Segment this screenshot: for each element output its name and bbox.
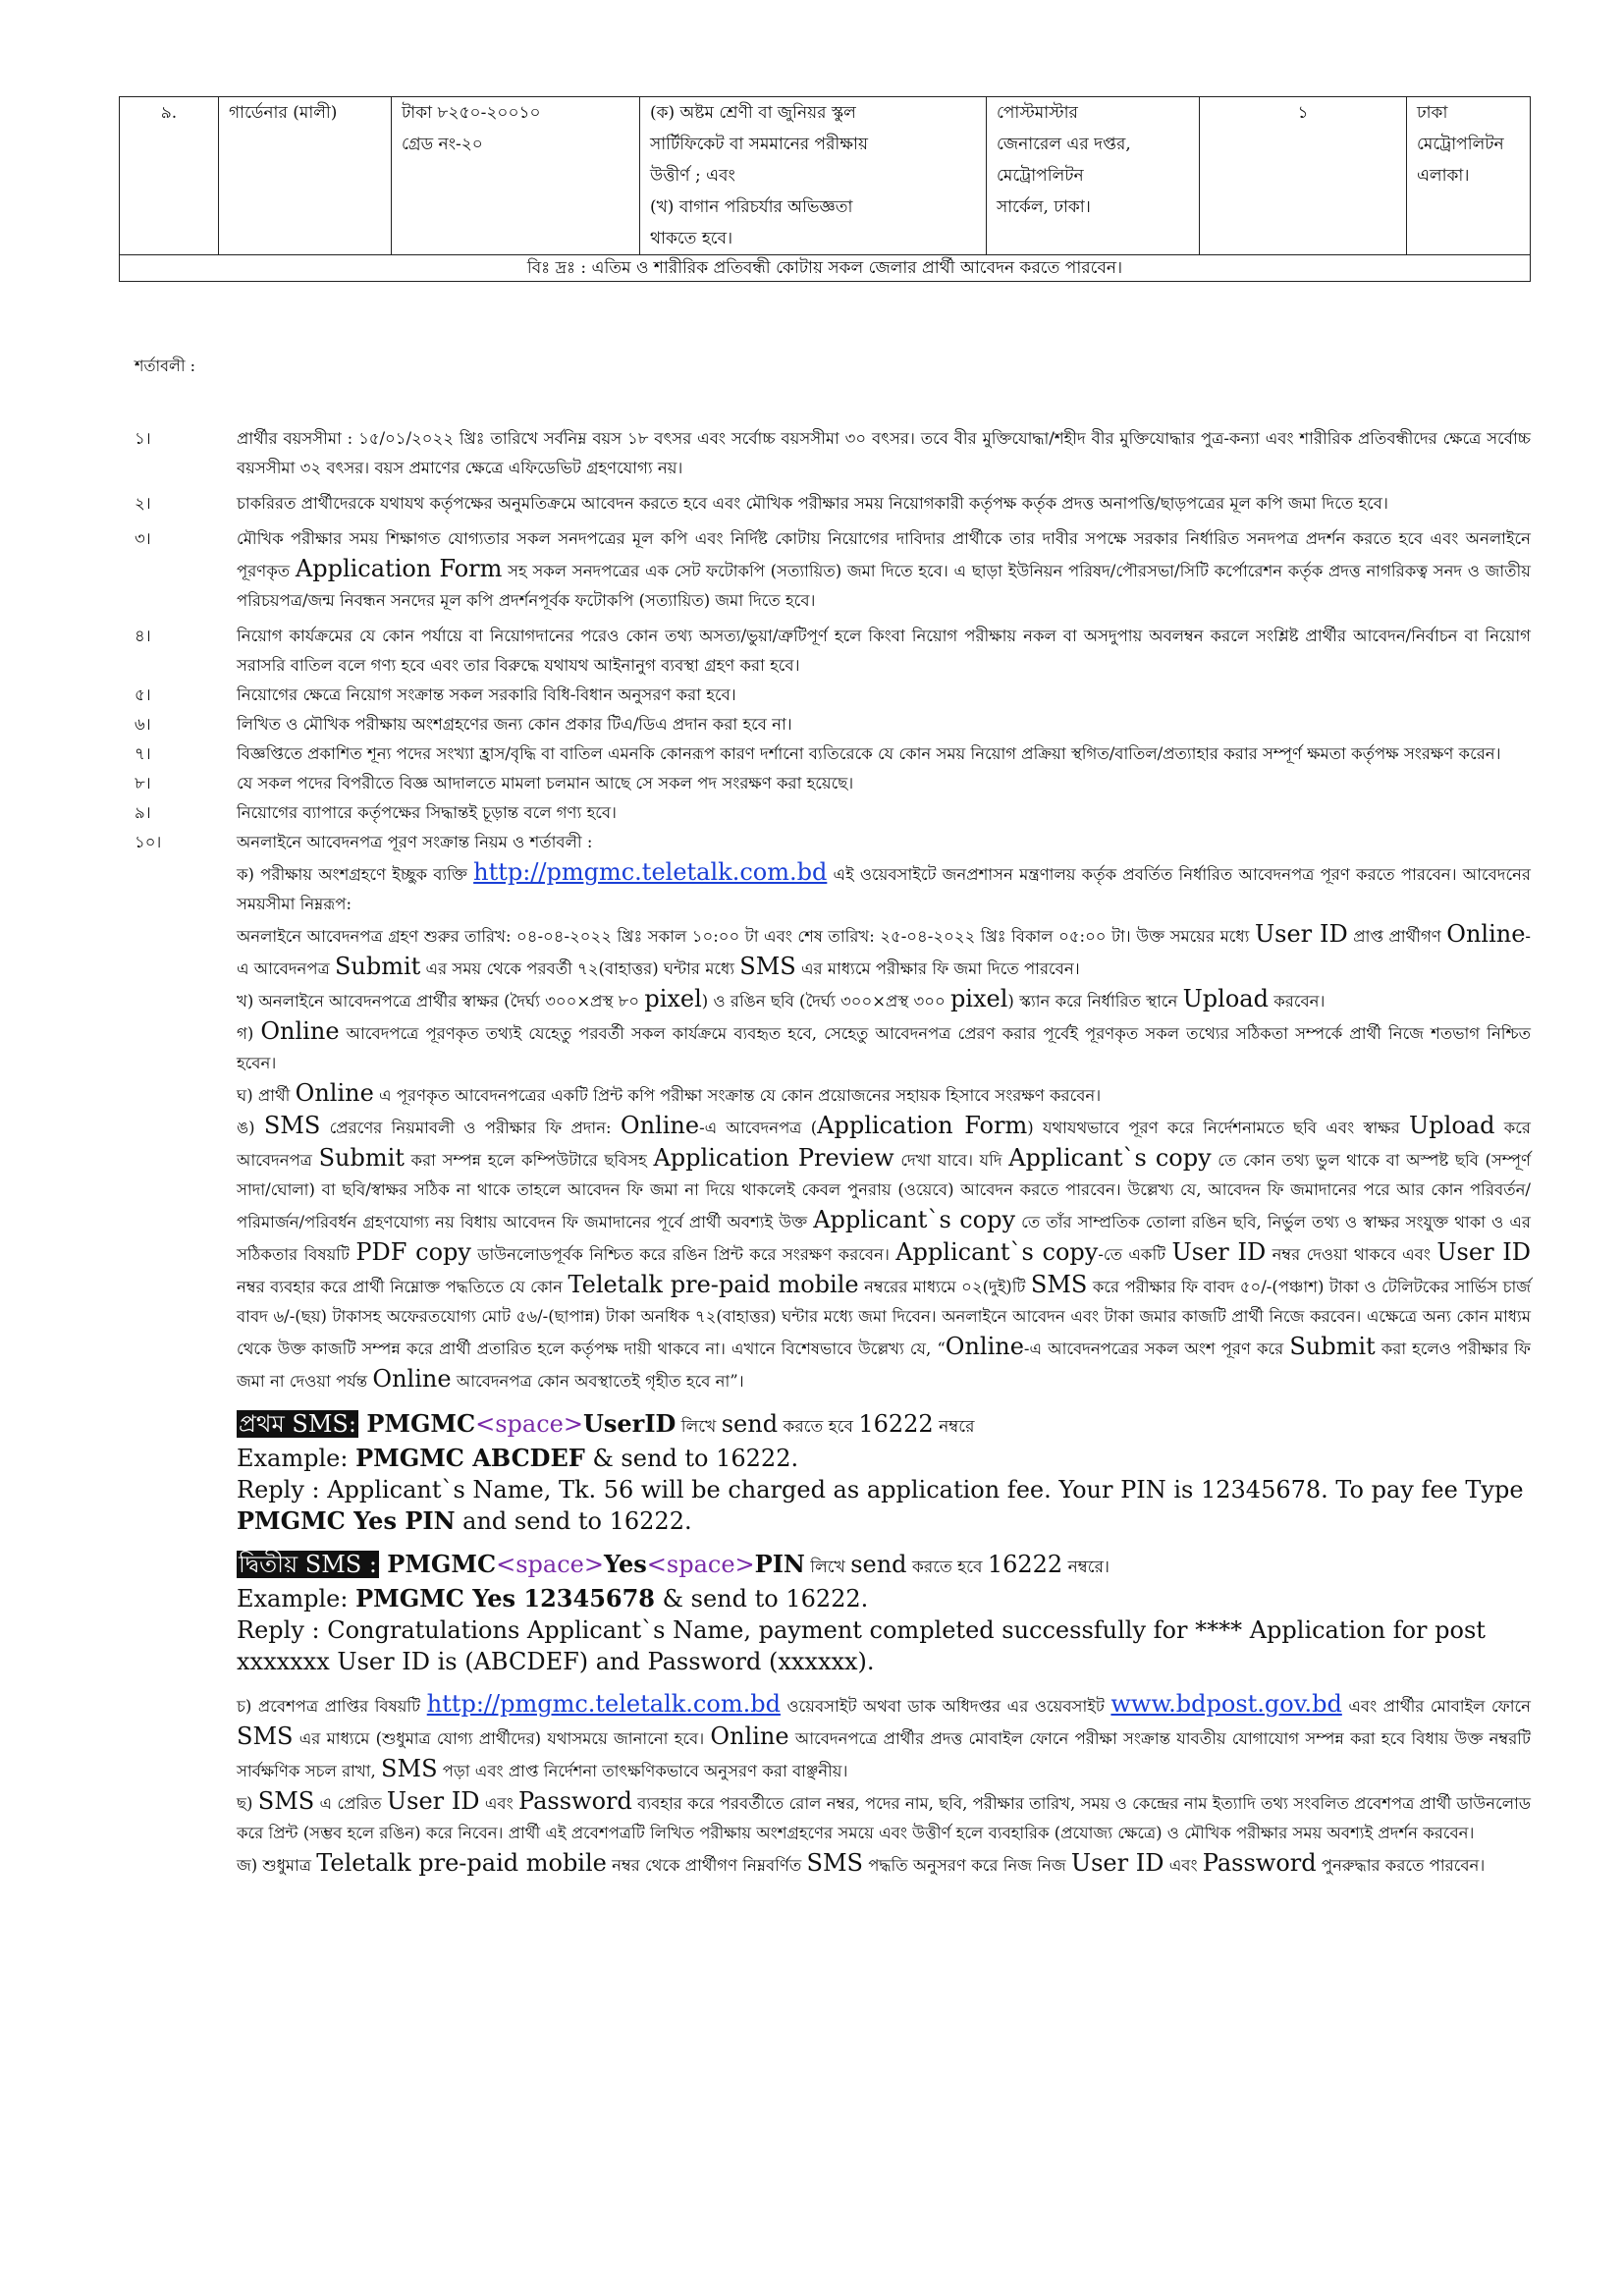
online-rule-ka-time: অনলাইনে আবেদনপত্র গ্রহণ শুরুর তারিখ: ০৪-০৪-২০২২ খ্রিঃ সকাল ১০:০০ টা এবং শেষ তারিখ: ২৫-০৪-২০২২ খ্রিঃ বিকাল ০৫:০০ টা। উক্ত সময়ের মধ্যে User ID প্রাপ্ত প্রার্থীগণ Online-এ আবেদনপত্র Submit এর সময় থেকে পরবর্তী ৭২(বাহাত্তর) ঘন্টার মধ্যে SMS এর মাধ্যমে পরীক্ষার ফি জমা দিতে পারবেন। [237, 920, 1531, 980]
second-sms-tag: দ্বিতীয় SMS : [239, 1551, 377, 1578]
pmgmc-link[interactable]: http://pmgmc.teletalk.com.bd [426, 1690, 781, 1718]
office-line: মেট্রোপলিটন [997, 166, 1084, 186]
table-row [120, 97, 1531, 255]
online-rule-chha: ছ) SMS এ প্রেরিত User ID এবং Password ব্যবহার করে পরবর্তীতে রোল নম্বর, পদের নাম, ছবি, পরীক্ষার তারিখ, সময় ও কেন্দ্রের নাম ইত্যাদি তথ্য সংবলিত প্রবেশপত্র প্রার্থী ডাউনলোড করে প্রিন্ট (সম্ভব হলে রঙিন) করে নিবেন। প্রার্থী এই প্রবেশপত্রটি লিখিত পরীক্ষায় অংশগ্রহণের সময়ে এবং উত্তীর্ণ হলে ব্যবহারিক (প্রযোজ্য ক্ষেত্রে) ও মৌখিক পরীক্ষার সময় অবশ্যই প্রদর্শন করবেন। [237, 1787, 1531, 1842]
condition-number: ৪। [135, 627, 151, 645]
list-item [135, 489, 1531, 519]
area-line: এলাকা। [1417, 166, 1470, 186]
condition-number: ৬। [135, 715, 151, 734]
table-note: বিঃ দ্রঃ : এতিম ও শারীরিক প্রতিবন্ধী কোটায় সকল জেলার প্রার্থী আবেদন করতে পারবেন। [120, 255, 1531, 282]
serial-cell: ৯. [120, 97, 219, 255]
salary-scale: টাকা ৮২৫০-২০০১০ [402, 103, 541, 123]
qual-line: উত্তীর্ণ ; এবং [650, 166, 735, 186]
list-item [135, 622, 1531, 681]
condition-text: মৌখিক পরীক্ষার সময় শিক্ষাগত যোগ্যতার সকল সনদপত্রের মূল কপি এবং নির্দিষ্ট কোটায় নিয়োগের দাবিদার প্রার্থীকে তার দাবীর সপক্ষে সরকার নির্ধারিত সনদপত্র প্রদর্শন করতে হবে এবং অনলাইনে পূরণকৃত Application Form সহ সকল সনদপত্রের এক সেট ফটোকপি (সত্যায়িত) জমা দিতে হবে। এ ছাড়া ইউনিয়ন পরিষদ/পৌরসভা/সিটি কর্পোরেশন কর্তৃক প্রদত্ত নাগরিকত্ব সনদ ও জাতীয় পরিচয়পত্র/জন্ম নিবন্ধন সনদের মূল কপি প্রদর্শনপূর্বক ফটোকপি (সত্যায়িত) জমা দিতে হবে। [237, 529, 1531, 610]
condition-number: ১০। [135, 833, 162, 851]
job-table [119, 96, 1531, 282]
pmgmc-link[interactable]: http://pmgmc.teletalk.com.bd [473, 858, 828, 886]
area-line: ঢাকা মেট্রোপলিটন [1417, 103, 1504, 154]
condition-text: নিয়োগের ক্ষেত্রে নিয়োগ সংক্রান্ত সকল সরকারি বিধি-বিধান অনুসরণ করা হবে। [237, 685, 736, 704]
table-note-row [120, 255, 1531, 282]
office-line: পোস্টমাস্টার [997, 103, 1078, 123]
qual-line: থাকতে হবে। [650, 229, 733, 248]
list-item [135, 798, 1531, 828]
online-rule-kha: খ) অনলাইনে আবেদনপত্রে প্রার্থীর স্বাক্ষর (দৈর্ঘ্য ৩০০×প্রস্থ ৮০ pixel) ও রঙিন ছবি (দৈর্ঘ্য ৩০০×প্রস্থ ৩০০ pixel) স্ক্যান করে নির্ধারিত স্থানে Upload করবেন। [237, 985, 1326, 1012]
conditions-title: শর্তাবলী : [135, 356, 195, 375]
condition-number: ১। [135, 429, 151, 448]
post-cell: গার্ডেনার (মালী) [219, 97, 392, 255]
condition-number: ৩। [135, 529, 151, 548]
online-rule-gha: ঘ) প্রার্থী Online এ পূরণকৃত আবেদনপত্রের একটি প্রিন্ট কপি পরীক্ষা সংক্রান্ত যে কোন প্রয়োজনের সহায়ক হিসাবে সংরক্ষণ করবেন। [237, 1079, 1102, 1107]
condition-text: চাকরিরত প্রার্থীদেরকে যথাযথ কর্তৃপক্ষের অনুমতিক্রমে আবেদন করতে হবে এবং মৌখিক পরীক্ষার সময় নিয়োগকারী কর্তৃপক্ষ কর্তৃক প্রদত্ত অনাপত্তি/ছাড়পত্রের মূল কপি জমা দিতে হবে। [237, 494, 1388, 513]
list-item [135, 828, 1531, 857]
salary-grade: গ্রেড নং-২০ [402, 135, 483, 154]
list-item [135, 524, 1531, 616]
list-item [135, 710, 1531, 739]
first-sms-command: প্রথম SMS: PMGMC<space>UserID লিখে send করতে হবে 16222 নম্বরে [239, 1409, 975, 1438]
first-sms-tag: প্রথম SMS: [239, 1410, 356, 1438]
list-item [135, 739, 1531, 769]
online-rule-cha: চ) প্রবেশপত্র প্রাপ্তির বিষয়টি http://pmgmc.teletalk.com.bd ওয়েবসাইট অথবা ডাক অধিদপ্তর এর ওয়েবসাইট www.bdpost.gov.bd এবং প্রার্থীর মোবাইল ফোনে SMS এর মাধ্যমে (শুধুমাত্র যোগ্য প্রার্থীদের) যথাসময়ে জানানো হবে। Online আবেদনপত্রে প্রার্থীর প্রদত্ত মোবাইল ফোনে পরীক্ষা সংক্রান্ত যাবতীয় যোগাযোগ সম্পন্ন করা হবে বিধায় উক্ত নম্বরটি সার্বক্ষণিক সচল রাখা, SMS পড়া এবং প্রাপ্ত নির্দেশনা তাৎক্ষণিকভাবে অনুসরণ করা বাঞ্ছনীয়। [237, 1690, 1531, 1782]
condition-number: ২। [135, 494, 151, 513]
office-line: সার্কেল, ঢাকা। [997, 197, 1091, 217]
qualification-cell [640, 97, 987, 255]
qual-line: (ক) অষ্টম শ্রেণী বা জুনিয়র স্কুল [650, 103, 856, 123]
office-line: জেনারেল এর দপ্তর, [997, 135, 1131, 154]
list-item [135, 681, 1531, 710]
qual-line: সার্টিফিকেট বা সমমানের পরীক্ষায় [650, 135, 869, 154]
qual-line: (খ) বাগান পরিচর্যার অভিজ্ঞতা [650, 197, 853, 217]
bdpost-link[interactable]: www.bdpost.gov.bd [1110, 1690, 1342, 1718]
posts-count-cell: ১ [1200, 97, 1407, 255]
condition-text: নিয়োগের ব্যাপারে কর্তৃপক্ষের সিদ্ধান্তই চূড়ান্ত বলে গণ্য হবে। [237, 803, 617, 822]
second-sms-example: Example: PMGMC Yes 12345678 & send to 16222. [237, 1584, 869, 1613]
first-sms-block [237, 1408, 1531, 1537]
online-rule-umo: ঙ) SMS প্রেরণের নিয়মাবলী ও পরীক্ষার ফি প্রদান: Online-এ আবেদনপত্র (Application Form) যথাযথভাবে পূরণ করে নির্দেশনামতে ছবি এবং স্বাক্ষর Upload করে আবেদনপত্র Submit করা সম্পন্ন হলে কম্পিউটারে ছবিসহ Application Preview দেখা যাবে। যদি Applicant`s copy তে কোন তথ্য ভুল থাকে বা অস্পষ্ট ছবি (সম্পূর্ণ সাদা/ঘোলা) বা ছবি/স্বাক্ষর সঠিক না থাকে তাহলে আবেদন ফি জমা না দিয়ে থাকলেই কেবল পুনরায় (ওয়েবে) আবেদন করতে পারবেন। উল্লেখ্য যে, আবেদন ফি জমাদানের পরে আর কোন পরিবর্তন/পরিমার্জন/পরিবর্ধন গ্রহণযোগ্য নয় বিধায় আবেদন ফি জমাদানের পূর্বে প্রার্থী অবশ্যই উক্ত Applicant`s copy তে তাঁর সাম্প্রতিক তোলা রঙিন ছবি, নির্ভুল তথ্য ও স্বাক্ষর সংযুক্ত থাকা ও এর সঠিকতার বিষয়টি PDF copy ডাউনলোডপূর্বক নিশ্চিত করে রঙিন প্রিন্ট করে সংরক্ষণ করবেন। Applicant`s copy-তে একটি User ID নম্বর দেওয়া থাকবে এবং User ID নম্বর ব্যবহার করে প্রার্থী নিম্নোক্ত পদ্ধতিতে যে কোন Teletalk pre-paid mobile নম্বরের মাধ্যমে ০২(দুই)টি SMS করে পরীক্ষার ফি বাবদ ৫০/-(পঞ্চাশ) টাকা ও টেলিটকের সার্ভিস চার্জ বাবদ ৬/-(ছয়) টাকাসহ অফেরতযোগ্য মোট ৫৬/-(ছাপান্ন) টাকা অনধিক ৭২(বাহাত্তর) ঘন্টার মধ্যে জমা দিবেন। অনলাইনে আবেদন এবং টাকা জমার কাজটি প্রার্থী নিজে করবেন। এক্ষেত্রে অন্য কোন মাধ্যম থেকে উক্ত কাজটি সম্পন্ন করে প্রার্থী প্রতারিত হলে কর্তৃপক্ষ দায়ী থাকবে না। এখানে বিশেষভাবে উল্লেখ্য যে, “Online-এ আবেদনপত্রের সকল অংশ পূরণ করে Submit করা হলেও পরীক্ষার ফি জমা না দেওয়া পর্যন্ত Online আবেদনপত্র কোন অবস্থাতেই গৃহীত হবে না”। [237, 1112, 1532, 1393]
condition-text: অনলাইনে আবেদনপত্র পূরণ সংক্রান্ত নিয়ম ও শর্তাবলী : [237, 833, 593, 851]
online-rule-jha: জ) শুধুমাত্র Teletalk pre-paid mobile নম্বর থেকে প্রার্থীগণ নিম্নবর্ণিত SMS পদ্ধতি অনুসরণ করে নিজ নিজ User ID এবং Password পুনরুদ্ধার করতে পারবেন। [237, 1849, 1486, 1877]
condition-text: যে সকল পদের বিপরীতে বিজ্ঞ আদালতে মামলা চলমান আছে সে সকল পদ সংরক্ষণ করা হয়েছে। [237, 774, 854, 793]
second-sms-block [237, 1549, 1531, 1677]
condition-text: নিয়োগ কার্যক্রমের যে কোন পর্যায়ে বা নিয়োগদানের পরেও কোন তথ্য অসত্য/ভুয়া/ত্রুটিপূর্ণ হলে কিংবা নিয়োগ পরীক্ষায় নকল বা অসদুপায় অবলম্বন করলে সংশ্লিষ্ট প্রার্থীর আবেদন/নির্বাচন বা নিয়োগ সরাসরি বাতিল বলে গণ্য হবে এবং তার বিরুদ্ধে যথাযথ আইনানুগ ব্যবস্থা গ্রহণ করা হবে। [237, 627, 1531, 675]
condition-text: লিখিত ও মৌখিক পরীক্ষায় অংশগ্রহণের জন্য কোন প্রকার টিএ/ডিএ প্রদান করা হবে না। [237, 715, 792, 734]
list-item [135, 769, 1531, 798]
conditions-list [135, 424, 1531, 1881]
online-rule-ka: ক) পরীক্ষায় অংশগ্রহণে ইচ্ছুক ব্যক্তি http://pmgmc.teletalk.com.bd এই ওয়েবসাইটে জনপ্রশাসন মন্ত্রণালয় কর্তৃক প্রবর্তিত নির্ধারিত আবেদনপত্র পূরণ করতে পারবেন। আবেদনের সময়সীমা নিম্নরূপ: [237, 858, 1531, 913]
condition-number: ৯। [135, 803, 151, 822]
first-sms-example: Example: PMGMC ABCDEF & send to 16222. [237, 1444, 799, 1472]
second-sms-reply: Reply : Congratulations Applicant`s Name, payment completed successfully for **** Application for post xxxxxxx User ID is (ABCDEF) and Password (xxxxxx). [237, 1616, 1486, 1675]
second-sms-command: দ্বিতীয় SMS : PMGMC<space>Yes<space>PIN লিখে send করতে হবে 16222 নম্বরে। [239, 1550, 1110, 1578]
area-cell [1407, 97, 1531, 255]
condition-number: ৮। [135, 774, 151, 793]
condition-text: বিজ্ঞপ্তিতে প্রকাশিত শূন্য পদের সংখ্যা হ্রাস/বৃদ্ধি বা বাতিল এমনকি কোনরূপ কারণ দর্শানো ব্যতিরেকে যে কোন সময় নিয়োগ প্রক্রিয়া স্থগিত/বাতিল/প্রত্যাহার করার সম্পূর্ণ ক্ষমতা কর্তৃপক্ষ সংরক্ষণ করেন। [237, 744, 1501, 763]
condition-number: ৫। [135, 685, 151, 704]
list-item [135, 424, 1531, 483]
first-sms-reply: Reply : Applicant`s Name, Tk. 56 will be charged as application fee. Your PIN is 12345678. To pay fee Type PMGMC Yes PIN and send to 16222. [237, 1476, 1524, 1535]
salary-cell [392, 97, 640, 255]
office-cell [987, 97, 1200, 255]
online-rule-ga: গ) Online আবেদপত্রে পূরণকৃত তথ্যই যেহেতু পরবর্তী সকল কার্যক্রমে ব্যবহৃত হবে, সেহেতু আবেদনপত্র প্রেরণ করার পূর্বেই পূরণকৃত সকল তথ্যের সঠিকতা সম্পর্কে প্রার্থী নিজে শতভাগ নিশ্চিত হবেন। [237, 1017, 1531, 1072]
condition-number: ৭। [135, 744, 151, 763]
condition-text: প্রার্থীর বয়সসীমা : ১৫/০১/২০২২ খ্রিঃ তারিখে সর্বনিম্ন বয়স ১৮ বৎসর এবং সর্বোচ্চ বয়সসীমা ৩০ বৎসর। তবে বীর মুক্তিযোদ্ধা/শহীদ বীর মুক্তিযোদ্ধার পুত্র-কন্যা এবং শারীরিক প্রতিবন্ধীদের ক্ষেত্রে সর্বোচ্চ বয়সসীমা ৩২ বৎসর। বয়স প্রমাণের ক্ষেত্রে এফিডেভিট গ্রহণযোগ্য নয়। [237, 429, 1531, 477]
